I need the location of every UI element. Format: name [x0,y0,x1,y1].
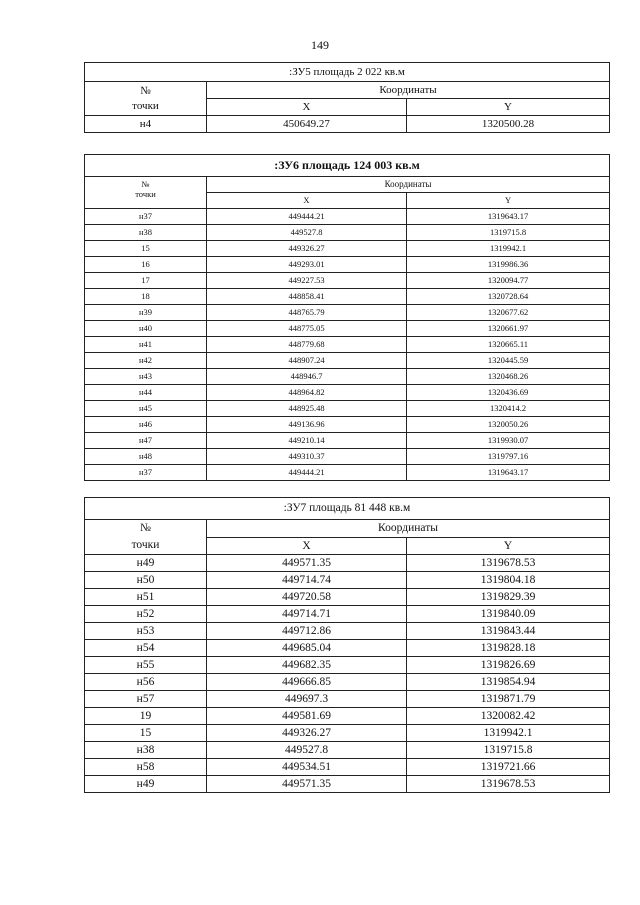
y-coordinate-cell: 1320050.26 [407,417,610,433]
y-coordinate-cell: 1320728.64 [407,289,610,305]
point-id-cell: н38 [85,225,207,241]
point-id-cell: н40 [85,321,207,337]
table-row [85,321,610,337]
x-coordinate-cell: 448775.05 [207,321,407,337]
table-row [85,776,610,793]
page-number: 149 [311,38,329,52]
table-row [85,225,610,241]
x-coordinate-cell: 449326.27 [207,725,407,742]
y-coordinate-cell: 1320436.69 [407,385,610,401]
x-coordinate-cell: 449293.01 [207,257,407,273]
table-row [85,273,610,289]
x-coordinate-cell: 448765.79 [207,305,407,321]
table-row [85,289,610,305]
y-coordinate-cell: 1319715.8 [407,225,610,241]
x-coordinate-cell: 449714.71 [207,606,407,623]
y-coordinate-cell: 1319840.09 [407,606,610,623]
point-number-header: № точки [85,520,207,555]
y-coordinate-cell: 1319843.44 [407,623,610,640]
x-coordinate-cell: 449581.69 [207,708,407,725]
x-column-header: X [207,99,407,116]
point-id-cell: н57 [85,691,207,708]
point-id-cell: н44 [85,385,207,401]
y-column-header: Y [407,99,610,116]
y-coordinate-cell: 1320082.42 [407,708,610,725]
x-coordinate-cell: 449527.8 [207,225,407,241]
table-row [85,742,610,759]
coordinates-header: Координаты [207,82,610,99]
x-coordinate-cell: 449444.21 [207,465,407,481]
table-row [85,708,610,725]
y-coordinate-cell: 1319986.36 [407,257,610,273]
table-row [85,449,610,465]
x-coordinate-cell: 449697.3 [207,691,407,708]
point-id-cell: н39 [85,305,207,321]
point-id-cell: н47 [85,433,207,449]
y-coordinate-cell: 1319678.53 [407,776,610,793]
point-id-cell: н43 [85,369,207,385]
x-coordinate-cell: 449227.53 [207,273,407,289]
x-coordinate-cell: 449682.35 [207,657,407,674]
y-coordinate-cell: 1320500.28 [407,116,610,133]
y-coordinate-cell: 1319643.17 [407,465,610,481]
y-coordinate-cell: 1320094.77 [407,273,610,289]
x-coordinate-cell: 448779.68 [207,337,407,353]
y-coordinate-cell: 1319829.39 [407,589,610,606]
y-column-header: Y [407,537,610,555]
point-id-cell: н42 [85,353,207,369]
y-coordinate-cell: 1320468.26 [407,369,610,385]
table-row [85,353,610,369]
y-coordinate-cell: 1320414.2 [407,401,610,417]
point-id-cell: н49 [85,776,207,793]
table-title: :ЗУ7 площадь 81 448 кв.м [85,498,610,520]
y-coordinate-cell: 1319828.18 [407,640,610,657]
point-id-cell: 18 [85,289,207,305]
y-coordinate-cell: 1319643.17 [407,209,610,225]
y-coordinate-cell: 1320665.11 [407,337,610,353]
point-id-cell: н51 [85,589,207,606]
coordinates-header: Координаты [207,177,610,193]
y-coordinate-cell: 1319942.1 [407,241,610,257]
x-coordinate-cell: 449310.37 [207,449,407,465]
x-coordinate-cell: 449534.51 [207,759,407,776]
point-id-cell: н45 [85,401,207,417]
point-id-cell: н37 [85,209,207,225]
table-row [85,241,610,257]
x-coordinate-cell: 448925.48 [207,401,407,417]
table-row [85,674,610,691]
x-coordinate-cell: 449444.21 [207,209,407,225]
table-title: :ЗУ6 площадь 124 003 кв.м [85,155,610,177]
coordinates-table-zu6 [84,154,610,481]
point-id-cell: н48 [85,449,207,465]
x-coordinate-cell: 449714.74 [207,572,407,589]
x-coordinate-cell: 448907.24 [207,353,407,369]
y-coordinate-cell: 1319715.8 [407,742,610,759]
table-row [85,606,610,623]
y-coordinate-cell: 1319930.07 [407,433,610,449]
table-row [85,385,610,401]
y-coordinate-cell: 1320677.62 [407,305,610,321]
point-id-cell: н52 [85,606,207,623]
x-coordinate-cell: 449136.96 [207,417,407,433]
point-id-cell: н50 [85,572,207,589]
point-number-header: № точки [85,82,207,116]
x-coordinate-cell: 448946.7 [207,369,407,385]
table-row [85,257,610,273]
point-id-cell: 19 [85,708,207,725]
table-title: :ЗУ5 площадь 2 022 кв.м [85,63,610,82]
table-row [85,657,610,674]
x-coordinate-cell: 449210.14 [207,433,407,449]
x-coordinate-cell: 449685.04 [207,640,407,657]
x-coordinate-cell: 450649.27 [207,116,407,133]
point-id-cell: н37 [85,465,207,481]
table-row [85,691,610,708]
coordinates-table-zu7 [84,497,610,793]
point-id-cell: 16 [85,257,207,273]
x-coordinate-cell: 449712.86 [207,623,407,640]
point-id-cell: н53 [85,623,207,640]
point-id-cell: н41 [85,337,207,353]
table-row [85,401,610,417]
y-column-header: Y [407,193,610,209]
y-coordinate-cell: 1319854.94 [407,674,610,691]
point-id-cell: н38 [85,742,207,759]
point-id-cell: н55 [85,657,207,674]
point-id-cell: 15 [85,725,207,742]
table-row [85,417,610,433]
point-id-cell: 15 [85,241,207,257]
x-column-header: X [207,193,407,209]
coordinates-table-zu5 [84,62,610,133]
point-number-header: № точки [85,177,207,209]
point-id-cell: 17 [85,273,207,289]
y-coordinate-cell: 1319721.66 [407,759,610,776]
point-id-cell: н4 [85,116,207,133]
x-coordinate-cell: 449571.35 [207,776,407,793]
table-row [85,640,610,657]
x-coordinate-cell: 448964.82 [207,385,407,401]
table-row [85,116,610,133]
x-coordinate-cell: 449720.58 [207,589,407,606]
table-row [85,305,610,321]
table-row [85,337,610,353]
point-id-cell: н49 [85,555,207,572]
table-row [85,759,610,776]
table-row [85,465,610,481]
y-coordinate-cell: 1319804.18 [407,572,610,589]
table-row [85,555,610,572]
y-coordinate-cell: 1319797.16 [407,449,610,465]
table-row [85,433,610,449]
table-row [85,589,610,606]
table-row [85,369,610,385]
y-coordinate-cell: 1319826.69 [407,657,610,674]
x-coordinate-cell: 449527.8 [207,742,407,759]
x-coordinate-cell: 448858.41 [207,289,407,305]
table-row [85,572,610,589]
point-id-cell: н56 [85,674,207,691]
y-coordinate-cell: 1320445.59 [407,353,610,369]
point-id-cell: н46 [85,417,207,433]
y-coordinate-cell: 1319871.79 [407,691,610,708]
coordinates-header: Координаты [207,520,610,538]
x-coordinate-cell: 449571.35 [207,555,407,572]
table-row [85,623,610,640]
point-id-cell: н58 [85,759,207,776]
point-id-cell: н54 [85,640,207,657]
x-column-header: X [207,537,407,555]
y-coordinate-cell: 1319678.53 [407,555,610,572]
table-row [85,725,610,742]
y-coordinate-cell: 1319942.1 [407,725,610,742]
x-coordinate-cell: 449666.85 [207,674,407,691]
x-coordinate-cell: 449326.27 [207,241,407,257]
table-row [85,209,610,225]
y-coordinate-cell: 1320661.97 [407,321,610,337]
